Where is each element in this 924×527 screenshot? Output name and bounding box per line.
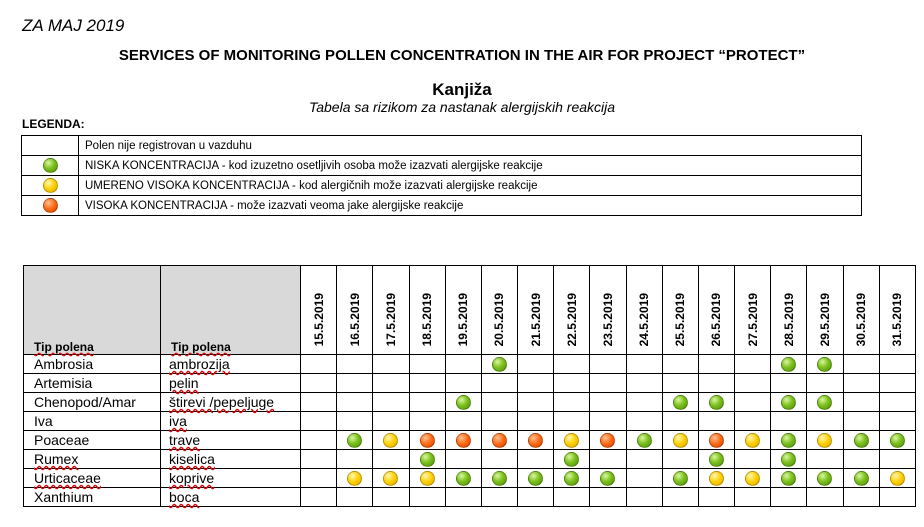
concentration-cell [626,374,662,393]
concentration-cell [590,450,626,469]
pollen-local-name: kiselica [161,450,301,469]
concentration-cell [626,412,662,431]
concentration-cell [518,412,554,431]
date-label: 24.5.2019 [637,292,652,346]
pollen-latin-name: Chenopod/Amar [24,393,161,412]
concentration-cell [409,393,445,412]
concentration-cell [771,469,807,488]
green-dot-icon [564,452,579,467]
yellow-dot-icon [564,433,579,448]
concentration-cell [445,431,481,450]
date-header [518,266,554,355]
concentration-cell [843,431,879,450]
report-period: ZA MAJ 2019 [22,16,125,35]
concentration-cell [337,431,373,450]
concentration-cell [879,393,915,412]
orange-dot-icon [709,433,724,448]
yellow-dot-icon [890,471,905,486]
concentration-cell [554,374,590,393]
concentration-cell [337,393,373,412]
date-header [662,266,698,355]
concentration-cell [843,488,879,507]
green-dot-icon [781,357,796,372]
pollen-latin-name: Urticaceae [24,469,161,488]
concentration-cell [590,412,626,431]
green-dot-icon [817,471,832,486]
concentration-cell [626,450,662,469]
green-dot-icon [528,471,543,486]
concentration-cell [373,355,409,374]
green-dot-icon [781,395,796,410]
concentration-cell [373,488,409,507]
table-row [24,355,916,374]
legend-text: Polen nije registrovan u vazduhu [79,136,862,156]
concentration-cell [301,393,337,412]
concentration-cell [771,488,807,507]
pollen-local-name: koprive [161,469,301,488]
green-dot-icon [854,433,869,448]
date-label: 29.5.2019 [817,292,832,346]
date-header [301,266,337,355]
concentration-cell [735,393,771,412]
date-header [481,266,517,355]
legend-table [21,135,862,216]
legend-symbol [22,176,79,196]
concentration-cell [337,412,373,431]
concentration-cell [735,431,771,450]
concentration-cell [481,450,517,469]
concentration-cell [445,355,481,374]
concentration-cell [879,450,915,469]
concentration-cell [662,431,698,450]
table-row [24,412,916,431]
concentration-cell [698,355,734,374]
pollen-local-name: ambrozija [161,355,301,374]
date-header [698,266,734,355]
yellow-dot-icon [383,433,398,448]
concentration-cell [662,393,698,412]
concentration-cell [590,355,626,374]
concentration-cell [662,488,698,507]
green-dot-icon [781,471,796,486]
concentration-cell [626,488,662,507]
green-dot-icon [854,471,869,486]
legend-symbol [22,136,79,156]
concentration-cell [771,450,807,469]
concentration-cell [554,393,590,412]
concentration-cell [698,431,734,450]
date-label: 31.5.2019 [890,292,905,346]
concentration-cell [807,450,843,469]
concentration-cell [735,488,771,507]
concentration-cell [590,431,626,450]
table-subtitle: Tabela sa rizikom za nastanak alergijskih reakcija [308,99,616,115]
concentration-cell [590,488,626,507]
date-header [337,266,373,355]
concentration-cell [301,412,337,431]
legend-text: NISKA KONCENTRACIJA - kod izuzetno osetljivih osoba može izazvati alergijske reakcije [79,156,862,176]
concentration-cell [735,412,771,431]
concentration-cell [771,431,807,450]
concentration-cell [554,488,590,507]
date-header [554,266,590,355]
yellow-dot-icon [383,471,398,486]
pollen-latin-name: Artemisia [24,374,161,393]
yellow-dot-icon [709,471,724,486]
pollen-local-name: trave [161,431,301,450]
orange-dot-icon [456,433,471,448]
concentration-cell [807,393,843,412]
concentration-cell [807,469,843,488]
concentration-cell [698,450,734,469]
date-label: 25.5.2019 [673,292,688,346]
concentration-cell [445,469,481,488]
concentration-cell [373,431,409,450]
concentration-cell [807,431,843,450]
pollen-latin-name: Xanthium [24,488,161,507]
concentration-cell [518,488,554,507]
concentration-cell [590,374,626,393]
date-label: 16.5.2019 [347,292,362,346]
pollen-local-name: iva [161,412,301,431]
concentration-cell [445,450,481,469]
pollen-latin-name: Rumex [24,450,161,469]
concentration-cell [373,450,409,469]
orange-dot-icon [600,433,615,448]
concentration-cell [409,450,445,469]
yellow-dot-icon [745,471,760,486]
date-label: 23.5.2019 [600,292,615,346]
concentration-cell [409,374,445,393]
table-row [24,374,916,393]
legend-row [22,176,862,196]
concentration-cell [481,431,517,450]
date-header [807,266,843,355]
date-header [373,266,409,355]
green-dot-icon [600,471,615,486]
date-label: 15.5.2019 [311,292,326,346]
concentration-cell [409,488,445,507]
concentration-cell [843,469,879,488]
date-label: 30.5.2019 [854,292,869,346]
legend-title: LEGENDA: [22,117,85,131]
concentration-cell [662,469,698,488]
concentration-cell [481,393,517,412]
concentration-cell [481,374,517,393]
green-dot-icon [673,471,688,486]
concentration-cell [771,374,807,393]
green-dot-icon [781,433,796,448]
yellow-dot-icon [817,433,832,448]
date-header [771,266,807,355]
pollen-local-name: boca [161,488,301,507]
green-dot-icon [492,471,507,486]
green-dot-icon [817,395,832,410]
concentration-cell [843,393,879,412]
table-row [24,488,916,507]
pollen-table [23,265,916,507]
legend-text: UMERENO VISOKA KONCENTRACIJA - kod alergičnih može izazvati alergijske reakcije [79,176,862,196]
main-title: SERVICES OF MONITORING POLLEN CONCENTRATION IN THE AIR FOR PROJECT “PROTECT” [118,47,806,64]
concentration-cell [373,412,409,431]
concentration-cell [337,450,373,469]
concentration-cell [481,488,517,507]
green-dot-icon [637,433,652,448]
concentration-cell [554,412,590,431]
green-dot-icon [890,433,905,448]
concentration-cell [771,393,807,412]
concentration-cell [735,374,771,393]
yellow-dot-icon [347,471,362,486]
date-label: 17.5.2019 [383,292,398,346]
concentration-cell [301,374,337,393]
concentration-cell [409,469,445,488]
legend-symbol [22,196,79,216]
concentration-cell [337,488,373,507]
city-name: Kanjiža [432,80,492,99]
concentration-cell [301,450,337,469]
concentration-cell [445,393,481,412]
date-label: 21.5.2019 [528,292,543,346]
concentration-cell [626,431,662,450]
date-header [445,266,481,355]
concentration-cell [337,469,373,488]
col-header-latin: Tip polena [24,266,161,355]
orange-dot-icon [43,198,58,213]
table-row [24,450,916,469]
orange-dot-icon [492,433,507,448]
concentration-cell [662,355,698,374]
col-header-local: Tip polena [161,266,301,355]
date-label: 27.5.2019 [745,292,760,346]
concentration-cell [554,469,590,488]
concentration-cell [807,412,843,431]
concentration-cell [807,374,843,393]
concentration-cell [554,431,590,450]
date-header [626,266,662,355]
concentration-cell [337,374,373,393]
date-header [843,266,879,355]
date-label: 22.5.2019 [564,292,579,346]
concentration-cell [409,412,445,431]
concentration-cell [481,469,517,488]
concentration-cell [373,469,409,488]
concentration-cell [698,374,734,393]
concentration-cell [698,469,734,488]
yellow-dot-icon [43,178,58,193]
concentration-cell [879,355,915,374]
yellow-dot-icon [420,471,435,486]
yellow-dot-icon [673,433,688,448]
concentration-cell [373,374,409,393]
pollen-latin-name: Poaceae [24,431,161,450]
concentration-cell [879,374,915,393]
orange-dot-icon [420,433,435,448]
concentration-cell [771,412,807,431]
legend-text: VISOKA KONCENTRACIJA - može izazvati veoma jake alergijske reakcije [79,196,862,216]
concentration-cell [843,450,879,469]
green-dot-icon [347,433,362,448]
concentration-cell [518,469,554,488]
date-label: 18.5.2019 [420,292,435,346]
table-row [24,431,916,450]
concentration-cell [554,355,590,374]
green-dot-icon [456,395,471,410]
concentration-cell [554,450,590,469]
concentration-cell [590,469,626,488]
orange-dot-icon [528,433,543,448]
table-row [24,469,916,488]
concentration-cell [843,374,879,393]
green-dot-icon [817,357,832,372]
concentration-cell [771,355,807,374]
date-label: 28.5.2019 [781,292,796,346]
pollen-local-name: pelin [161,374,301,393]
concentration-cell [662,374,698,393]
concentration-cell [879,412,915,431]
concentration-cell [409,431,445,450]
green-dot-icon [673,395,688,410]
legend-row [22,136,862,156]
concentration-cell [518,374,554,393]
concentration-cell [626,355,662,374]
concentration-cell [879,469,915,488]
concentration-cell [518,431,554,450]
concentration-cell [626,469,662,488]
date-header [590,266,626,355]
pollen-latin-name: Iva [24,412,161,431]
concentration-cell [518,355,554,374]
concentration-cell [301,488,337,507]
concentration-cell [445,412,481,431]
date-header [735,266,771,355]
concentration-cell [735,469,771,488]
concentration-cell [626,393,662,412]
date-header [409,266,445,355]
concentration-cell [590,393,626,412]
green-dot-icon [456,471,471,486]
concentration-cell [807,488,843,507]
concentration-cell [518,450,554,469]
concentration-cell [843,412,879,431]
concentration-cell [698,412,734,431]
date-label: 19.5.2019 [456,292,471,346]
concentration-cell [662,450,698,469]
green-dot-icon [43,158,58,173]
concentration-cell [481,355,517,374]
concentration-cell [735,450,771,469]
green-dot-icon [492,357,507,372]
concentration-cell [807,355,843,374]
yellow-dot-icon [745,433,760,448]
concentration-cell [373,393,409,412]
concentration-cell [481,412,517,431]
concentration-cell [445,374,481,393]
concentration-cell [409,355,445,374]
concentration-cell [698,393,734,412]
table-row [24,393,916,412]
green-dot-icon [564,471,579,486]
green-dot-icon [420,452,435,467]
green-dot-icon [781,452,796,467]
concentration-cell [662,412,698,431]
legend-row [22,196,862,216]
date-label: 26.5.2019 [709,292,724,346]
concentration-cell [879,488,915,507]
concentration-cell [698,488,734,507]
concentration-cell [735,355,771,374]
concentration-cell [879,431,915,450]
date-label: 20.5.2019 [492,292,507,346]
green-dot-icon [709,452,724,467]
concentration-cell [301,355,337,374]
table-header-row [24,266,916,355]
pollen-latin-name: Ambrosia [24,355,161,374]
legend-row [22,156,862,176]
pollen-local-name: štirevi /pepeljuge [161,393,301,412]
concentration-cell [337,355,373,374]
date-header [879,266,915,355]
concentration-cell [445,488,481,507]
concentration-cell [301,431,337,450]
green-dot-icon [709,395,724,410]
concentration-cell [301,469,337,488]
legend-symbol [22,156,79,176]
concentration-cell [518,393,554,412]
concentration-cell [843,355,879,374]
